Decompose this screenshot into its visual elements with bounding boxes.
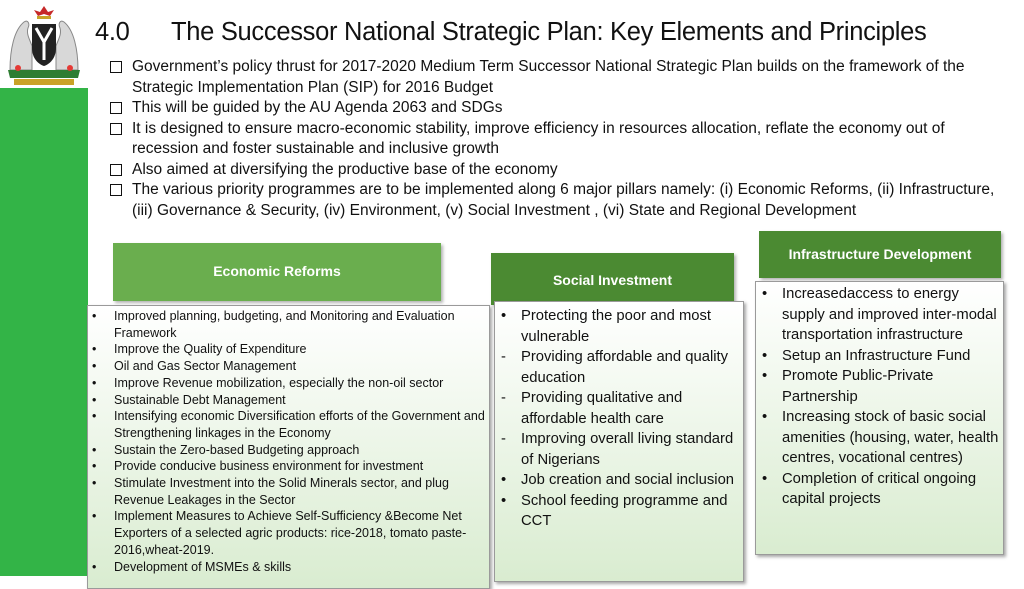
economic-reforms-box: [87, 305, 490, 589]
list-item: Government’s policy thrust for 2017-2020 Medium Term Successor National Strategic Plan builds on the framework of the Strategic Implementation Plan (SIP) for 2016 Budget: [110, 57, 1010, 98]
list-item: Also aimed at diversifying the productive base of the economy: [110, 160, 1010, 181]
title-number: 4.0: [95, 18, 130, 46]
list-item: • Job creation and social inclusion: [501, 472, 735, 488]
list-item: • Provide conducive business environment for investment: [92, 459, 424, 474]
list-item: • Oil and Gas Sector Management: [92, 359, 297, 374]
list-item: • School feeding programme and CCT: [501, 492, 728, 529]
key-points-list: [110, 57, 1010, 221]
page-title: [95, 18, 927, 47]
title-text: The Successor National Strategic Plan: Key Elements and Principles: [171, 18, 927, 46]
list-item: • Development of MSMEs & skills: [92, 559, 292, 574]
checkbox-bullet-icon: [110, 123, 122, 135]
list-item: This will be guided by the AU Agenda 2063 and SDGs: [110, 98, 1010, 119]
list-item: • Improve Revenue mobilization, especially the non-oil sector: [92, 375, 444, 390]
list-item: • Increasing stock of basic social amenities (housing, water, health centres, vocational centres): [762, 409, 999, 466]
checkbox-bullet-icon: [110, 164, 122, 176]
infrastructure-development-box: [755, 281, 1004, 555]
list-item: - Improving overall living standard of Nigerians: [501, 431, 734, 468]
list-item: - Providing qualitative and affordable health care: [501, 390, 683, 427]
list-item: The various priority programmes are to be implemented along 6 major pillars namely: (i) Economic Reforms, (ii) Infrastructure, (iii) Governance & Security, (iv) Environment, (v) Social Investment , (vi) State and Regional Development: [110, 180, 1010, 221]
list-item: • Setup an Infrastructure Fund: [762, 347, 971, 364]
list-item: • Sustain the Zero-based Budgeting approach: [92, 442, 360, 457]
list-item: • Promote Public-Private Partnership: [762, 368, 934, 405]
list-item: - Providing affordable and quality education: [501, 349, 729, 386]
checkbox-bullet-icon: [110, 184, 122, 196]
list-item: • Intensifying economic Diversification efforts of the Government and Strengthening linkages in the Economy: [92, 409, 485, 440]
list-item: • Sustainable Debt Management: [92, 392, 286, 407]
social-investment-header: Social Investment: [491, 253, 734, 305]
infrastructure-development-header: Infrastructure Development: [759, 231, 1001, 278]
list-item: • Increasedaccess to energy supply and improved inter-modal transportation infrastructure: [762, 286, 997, 343]
list-item: • Stimulate Investment into the Solid Minerals sector, and plug Revenue Leakages in the Sector: [92, 476, 449, 507]
list-item: • Improve the Quality of Expenditure: [92, 342, 307, 357]
list-item: It is designed to ensure macro-economic stability, improve efficiency in resources allocation, reflate the economy out of recession and foster sustainable and inclusive growth: [110, 119, 1010, 160]
list-item: • Protecting the poor and most vulnerable: [501, 308, 712, 345]
list-item: • Improved planning, budgeting, and Monitoring and Evaluation Framework: [92, 309, 455, 340]
coat-of-arms-logo: [0, 0, 88, 88]
checkbox-bullet-icon: [110, 61, 122, 73]
list-item: • Completion of critical ongoing capital projects: [762, 470, 977, 507]
economic-reforms-header: Economic Reforms: [113, 243, 441, 301]
list-item: • Implement Measures to Achieve Self-Sufficiency &Become Net Exporters of a selected agric products: rice-2018, tomato paste-2016,wheat-2019.: [92, 509, 467, 557]
checkbox-bullet-icon: [110, 102, 122, 114]
social-investment-box: [494, 301, 744, 582]
